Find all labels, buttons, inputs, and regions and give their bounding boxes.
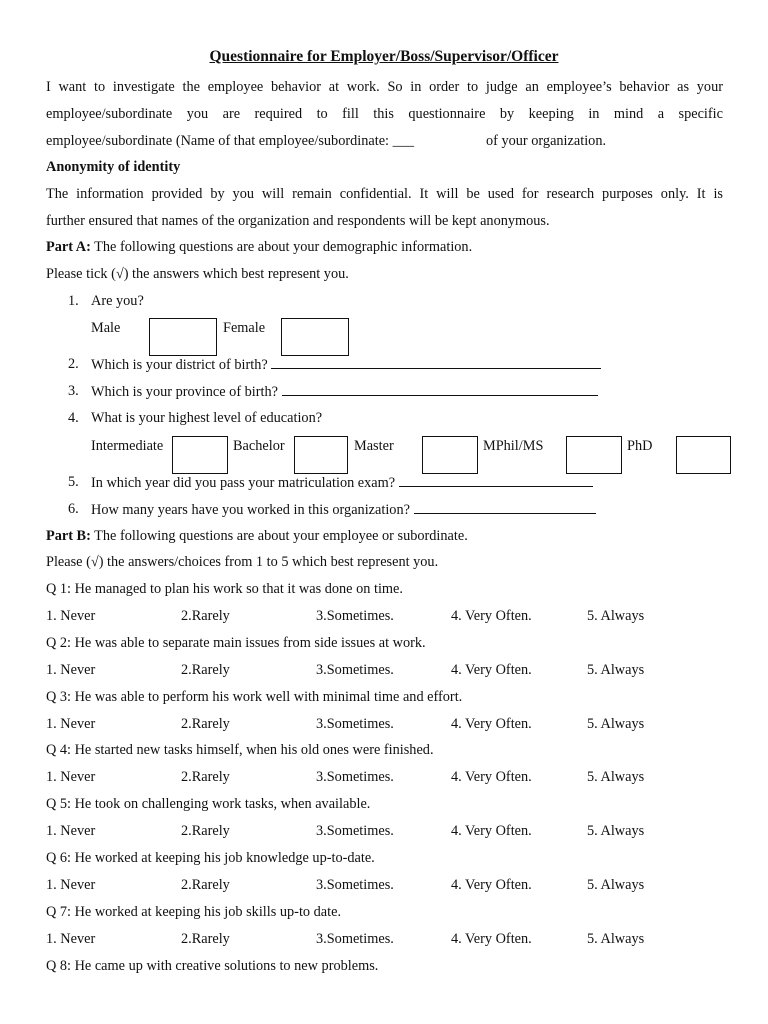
education-mphil-label: MPhil/MS — [483, 438, 544, 454]
q3-option-4[interactable]: 4. Very Often. — [451, 715, 532, 732]
part-a-q2-text: Which is your district of birth? — [91, 357, 268, 373]
intro-line-2: employee/subordinate you are required to fill this questionnaire by keeping in mind a specific — [46, 106, 723, 122]
male-label: Male — [91, 320, 121, 336]
female-label: Female — [223, 320, 266, 336]
part-a-q6-text: How many years have you worked in this organization? — [91, 502, 410, 518]
q6-option-4[interactable]: 4. Very Often. — [451, 877, 532, 893]
province-of-birth-field[interactable] — [282, 383, 598, 396]
part-a-q2-row — [91, 356, 601, 374]
part-a-q1-number: 1. — [68, 293, 79, 309]
education-phd-label: PhD — [627, 438, 653, 454]
part-b-question-1: Q 1: He managed to plan his work so that it was done on time. — [46, 581, 403, 597]
education-master-label: Master — [354, 438, 394, 454]
part-b-question-8: Q 8: He came up with creative solutions to new problems. — [46, 957, 379, 974]
matriculation-year-field[interactable] — [399, 474, 593, 487]
part-a-instruction: Please tick (√) the answers which best represent you. — [46, 266, 349, 282]
q2-option-3[interactable]: 3.Sometimes. — [316, 661, 394, 678]
intro-line-3 — [46, 133, 414, 150]
part-a-q5-text: In which year did you pass your matriculation exam? — [91, 475, 396, 491]
q5-option-5[interactable]: 5. Always — [587, 823, 645, 840]
part-a-q3-number: 3. — [68, 383, 79, 399]
part-a-q6-number: 6. — [68, 501, 79, 517]
q4-option-1[interactable]: 1. Never — [46, 769, 96, 786]
district-of-birth-field[interactable] — [271, 356, 601, 369]
q1-option-3[interactable]: 3.Sometimes. — [316, 608, 394, 624]
q6-option-1[interactable]: 1. Never — [46, 877, 96, 893]
anonymity-line-2: further ensured that names of the organization and respondents will be kept anonymous. — [46, 213, 550, 229]
q5-option-2[interactable]: 2.Rarely — [181, 823, 230, 840]
education-mphil-checkbox[interactable] — [566, 436, 622, 474]
q4-option-4[interactable]: 4. Very Often. — [451, 769, 532, 786]
education-intermediate-label: Intermediate — [91, 438, 164, 454]
anonymity-heading: Anonymity of identity — [46, 159, 181, 175]
education-bachelor-checkbox[interactable] — [294, 436, 348, 474]
q6-option-2[interactable]: 2.Rarely — [181, 877, 230, 893]
part-b-question-6: Q 6: He worked at keeping his job knowledge up-to-date. — [46, 850, 375, 866]
q4-option-2[interactable]: 2.Rarely — [181, 769, 230, 786]
part-b-question-3: Q 3: He was able to perform his work well with minimal time and effort. — [46, 688, 463, 705]
q1-option-2[interactable]: 2.Rarely — [181, 608, 230, 624]
education-master-checkbox[interactable] — [422, 436, 478, 474]
part-b-text: The following questions are about your employee or subordinate. — [90, 528, 468, 544]
q6-option-3[interactable]: 3.Sometimes. — [316, 877, 394, 893]
q3-option-3[interactable]: 3.Sometimes. — [316, 715, 394, 732]
part-a-q2-number: 2. — [68, 356, 79, 372]
q1-option-4[interactable]: 4. Very Often. — [451, 608, 532, 624]
q7-option-4[interactable]: 4. Very Often. — [451, 930, 532, 947]
part-b-question-5: Q 5: He took on challenging work tasks, when available. — [46, 796, 371, 813]
part-a-label: Part A: — [46, 239, 91, 255]
q3-option-1[interactable]: 1. Never — [46, 715, 96, 732]
q1-option-5[interactable]: 5. Always — [587, 608, 645, 624]
part-b-instruction: Please (√) the answers/choices from 1 to 5 which best represent you. — [46, 554, 439, 570]
years-worked-field[interactable] — [414, 501, 596, 514]
q5-option-3[interactable]: 3.Sometimes. — [316, 823, 394, 840]
part-a-text: The following questions are about your demographic information. — [90, 239, 473, 255]
education-bachelor-label: Bachelor — [233, 438, 285, 454]
part-a-heading — [46, 239, 472, 256]
q4-option-3[interactable]: 3.Sometimes. — [316, 769, 394, 786]
part-a-q1-text: Are you? — [91, 293, 144, 309]
q3-option-5[interactable]: 5. Always — [587, 715, 645, 732]
intro-line-3-start: employee/subordinate (Name of that employee/subordinate: ___ — [46, 133, 415, 149]
anonymity-line-1: The information provided by you will remain confidential. It will be used for research purposes only. It is — [46, 186, 723, 202]
q3-option-2[interactable]: 2.Rarely — [181, 715, 230, 732]
q7-option-3[interactable]: 3.Sometimes. — [316, 930, 394, 947]
q4-option-5[interactable]: 5. Always — [587, 769, 645, 786]
intro-line-3-end: of your organization. — [486, 133, 607, 149]
education-phd-checkbox[interactable] — [676, 436, 731, 474]
q2-option-4[interactable]: 4. Very Often. — [451, 661, 532, 678]
q5-option-1[interactable]: 1. Never — [46, 823, 96, 840]
part-a-q3-row — [91, 383, 598, 401]
page-title: Questionnaire for Employer/Boss/Supervisor/Officer — [209, 48, 559, 65]
part-a-q4-number: 4. — [68, 410, 79, 426]
female-checkbox[interactable] — [281, 318, 349, 356]
q2-option-2[interactable]: 2.Rarely — [181, 661, 230, 678]
part-b-question-4: Q 4: He started new tasks himself, when his old ones were finished. — [46, 742, 434, 759]
part-a-q5-number: 5. — [68, 474, 79, 490]
part-a-q6-row — [91, 501, 596, 519]
q6-option-5[interactable]: 5. Always — [587, 877, 645, 893]
q7-option-1[interactable]: 1. Never — [46, 930, 96, 947]
part-b-heading — [46, 528, 468, 545]
q7-option-2[interactable]: 2.Rarely — [181, 930, 230, 947]
part-a-q3-text: Which is your province of birth? — [91, 384, 278, 400]
male-checkbox[interactable] — [149, 318, 217, 356]
q5-option-4[interactable]: 4. Very Often. — [451, 823, 532, 840]
q2-option-5[interactable]: 5. Always — [587, 661, 645, 678]
education-intermediate-checkbox[interactable] — [172, 436, 228, 474]
part-b-label: Part B: — [46, 528, 91, 544]
part-a-q5-row — [91, 474, 593, 492]
part-b-question-2: Q 2: He was able to separate main issues from side issues at work. — [46, 634, 426, 651]
part-b-question-7: Q 7: He worked at keeping his job skills up-to date. — [46, 903, 342, 920]
intro-line-1: I want to investigate the employee behavior at work. So in order to judge an employee’s behavior as your — [46, 79, 723, 95]
part-a-q4-text: What is your highest level of education? — [91, 410, 323, 426]
q1-option-1[interactable]: 1. Never — [46, 608, 96, 624]
q7-option-5[interactable]: 5. Always — [587, 930, 645, 947]
q2-option-1[interactable]: 1. Never — [46, 661, 96, 678]
